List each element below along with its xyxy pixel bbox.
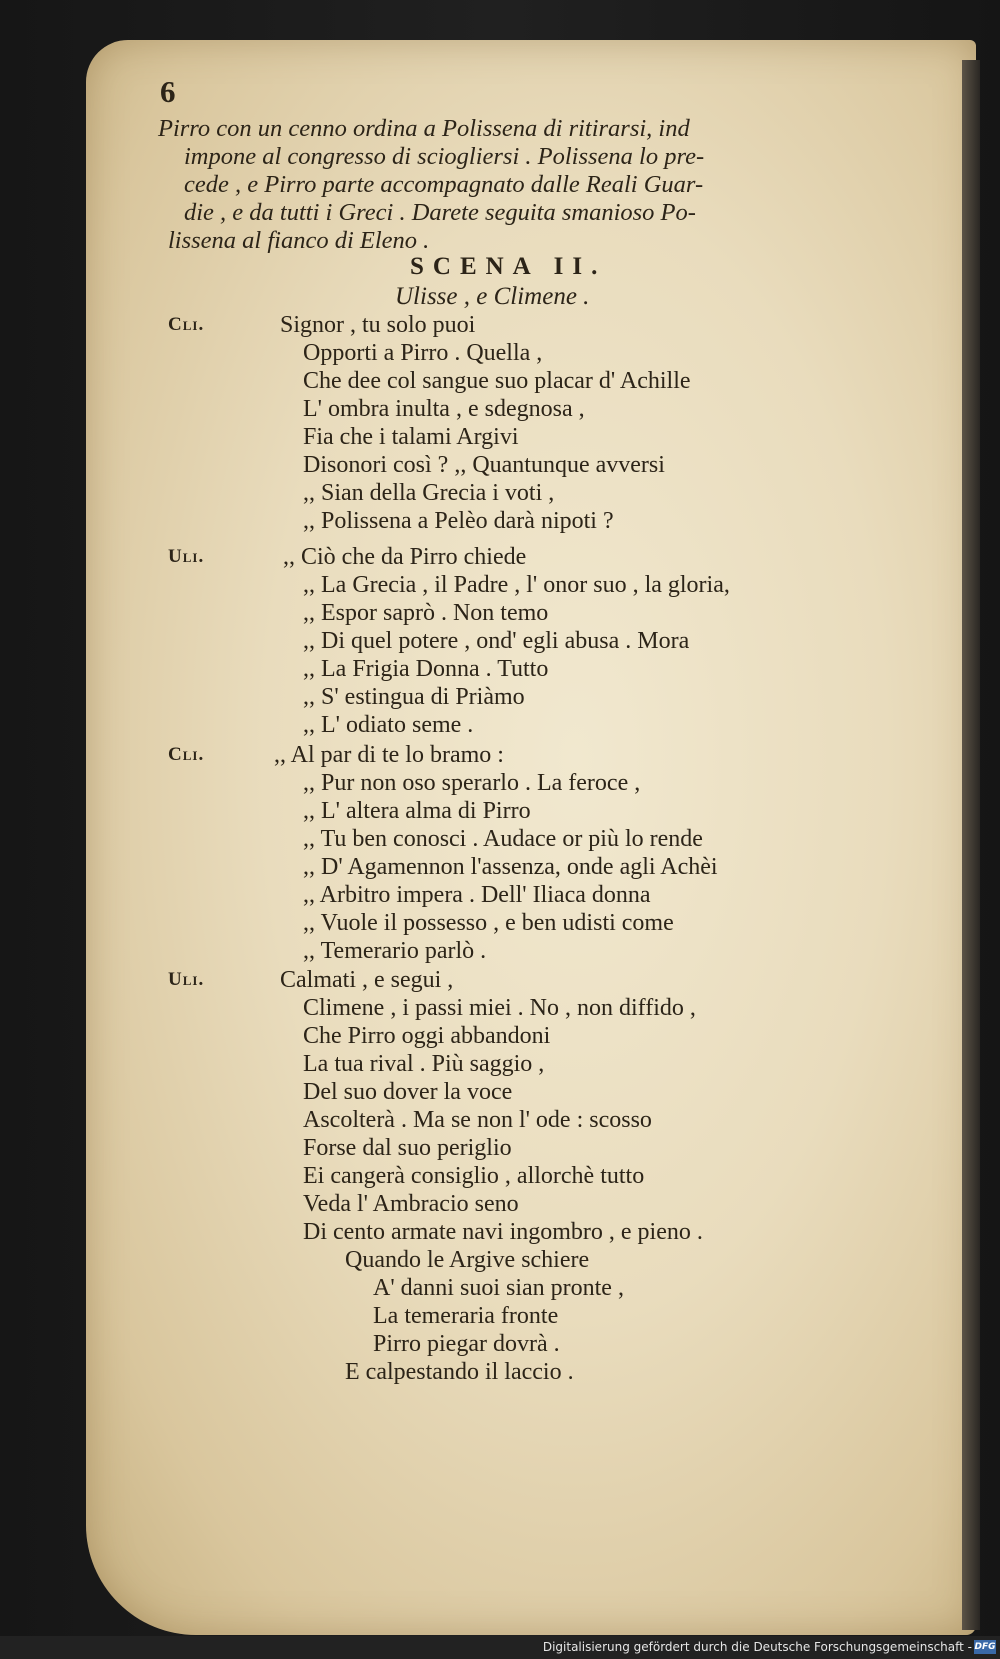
verse-line: ,, Temerario parlò . — [303, 938, 487, 964]
verse-line: ,, Di quel potere , ond' egli abusa . Mora — [303, 628, 690, 654]
verse-line: Opporti a Pirro . Quella , — [303, 340, 543, 366]
verse-line: La temeraria fronte — [373, 1303, 559, 1329]
stage-direction-line: cede , e Pirro parte accompagnato dalle Reali Guar- — [184, 171, 704, 198]
verse-line: La tua rival . Più saggio , — [303, 1051, 545, 1077]
verse-line: Che Pirro oggi abbandoni — [303, 1023, 551, 1049]
verse-line: ,, Ciò che da Pirro chiede — [283, 544, 527, 570]
verse-line: Veda l' Ambracio seno — [303, 1191, 519, 1217]
verse-line: Disonori così ? ,, Quantunque avversi — [303, 452, 665, 478]
verse-line: Fia che i talami Argivi — [303, 424, 519, 450]
stage-direction-line: Pirro con un cenno ordina a Polissena di ritirarsi, ind — [158, 115, 690, 142]
verse-line: ,, Polissena a Pelèo darà nipoti ? — [303, 508, 614, 534]
verse-line: ,, Espor saprò . Non temo — [303, 600, 549, 626]
verse-line: ,, Pur non oso sperarlo . La feroce , — [303, 770, 641, 796]
stage-direction-line: lissena al fianco di Eleno . — [168, 227, 430, 254]
verse-line: ,, S' estingua di Priàmo — [303, 684, 525, 710]
verse-line: Che dee col sangue suo placar d' Achille — [303, 368, 691, 394]
verse-line: Quando le Argive schiere — [345, 1247, 590, 1273]
verse-line: L' ombra inulta , e sdegnosa , — [303, 396, 585, 422]
stage-direction-line: impone al congresso di sciogliersi . Polissena lo pre- — [184, 143, 705, 170]
verse-line: Del suo dover la voce — [303, 1079, 513, 1105]
verse-line: Forse dal suo periglio — [303, 1135, 512, 1161]
stage-direction — [158, 115, 928, 255]
speaker-label: Uli. — [168, 546, 205, 567]
verse-line: ,, D' Agamennon l'assenza, onde agli Achèi — [303, 854, 718, 880]
verse-line: ,, Al par di te lo bramo : — [274, 742, 504, 768]
verse-line: Di cento armate navi ingombro , e pieno . — [303, 1219, 703, 1245]
verse-line: E calpestando il laccio . — [345, 1359, 574, 1385]
verse-line: ,, L' odiato seme . — [303, 712, 474, 738]
scene-heading: SCENA II. — [410, 253, 607, 280]
verse-line: ,, La Frigia Donna . Tutto — [303, 656, 549, 682]
page-number: 6 — [160, 74, 176, 109]
footer-credit: Digitalisierung gefördert durch die Deutsche Forschungsgemeinschaft - — [542, 1640, 972, 1654]
verse-line: A' danni suoi sian pronte , — [373, 1275, 624, 1301]
verse-line: Pirro piegar dovrà . — [373, 1331, 560, 1357]
speaker-label: Cli. — [168, 314, 205, 335]
verse-line: ,, Sian della Grecia i voti , — [303, 480, 555, 506]
speaker-label: Uli. — [168, 969, 205, 990]
dfg-logo: DFG — [974, 1642, 996, 1652]
verse-line: Calmati , e segui , — [280, 967, 454, 993]
verse-line: Ascolterà . Ma se non l' ode : scosso — [303, 1107, 652, 1133]
verse-line: ,, La Grecia , il Padre , l' onor suo , la gloria, — [303, 572, 730, 598]
verse-line: Signor , tu solo puoi — [280, 312, 476, 338]
verse-line: ,, Arbitro impera . Dell' Iliaca donna — [303, 882, 651, 908]
stage-direction-line: die , e da tutti i Greci . Darete seguita smanioso Po- — [184, 199, 696, 226]
verse-line: ,, Vuole il possesso , e ben udisti come — [303, 910, 674, 936]
speaker-label: Cli. — [168, 744, 205, 765]
verse-line: Climene , i passi miei . No , non diffido , — [303, 995, 696, 1021]
verse-line: ,, Tu ben conosci . Audace or più lo rende — [303, 826, 703, 852]
verse-line: ,, L' altera alma di Pirro — [303, 798, 531, 824]
verse-line: Ei cangerà consiglio , allorchè tutto — [303, 1163, 645, 1189]
scene-characters: Ulisse , e Climene . — [395, 283, 590, 310]
